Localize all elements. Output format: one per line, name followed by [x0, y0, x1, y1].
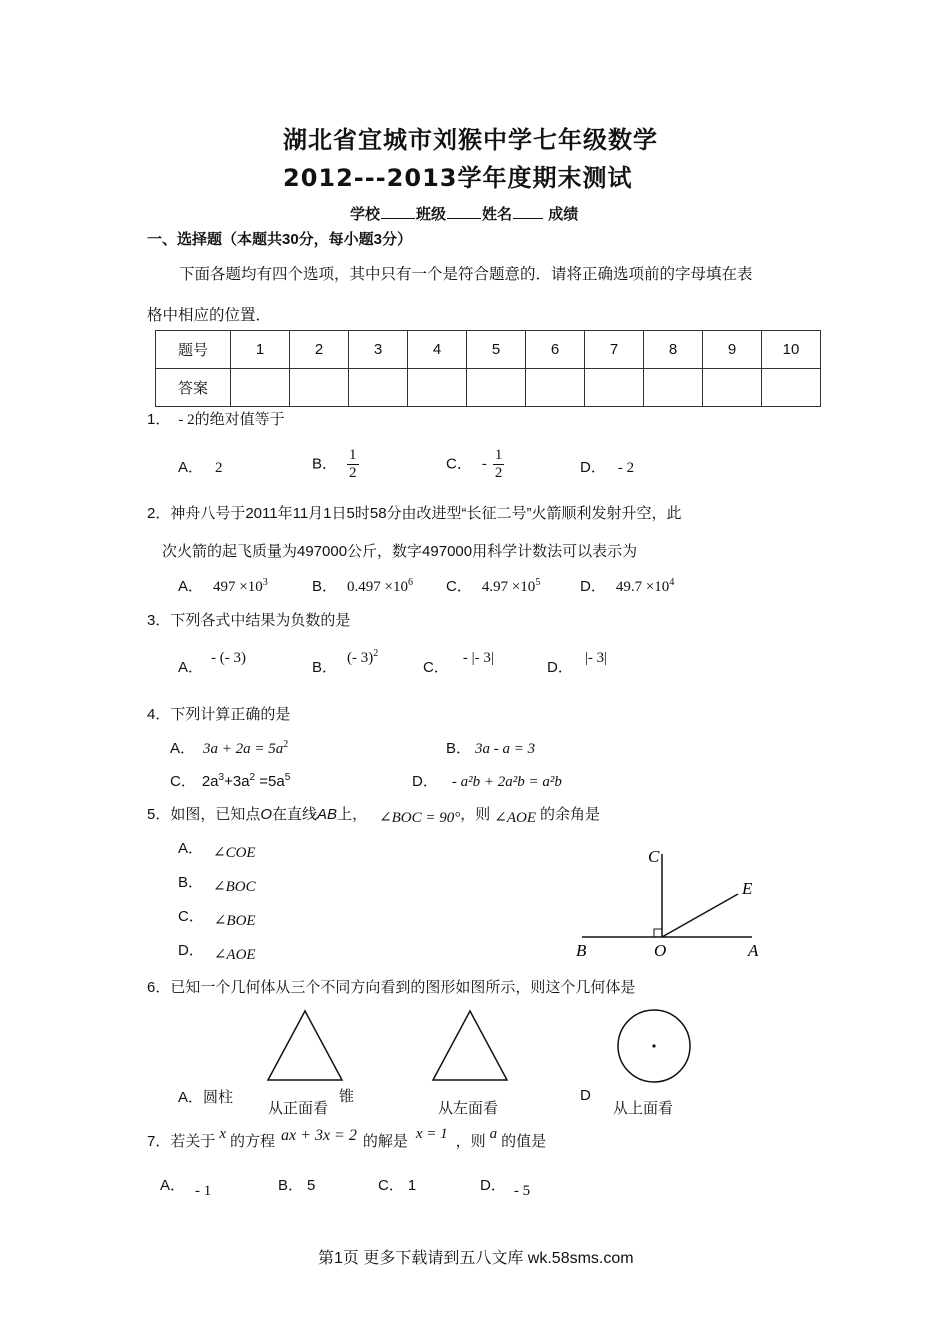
table-cell: 5 [467, 331, 526, 369]
q5-angle-figure [570, 840, 770, 965]
label-o: O [654, 941, 667, 960]
label-a: A [748, 941, 759, 960]
q3-option-d[interactable]: D．|- 3| [547, 650, 608, 676]
q1-option-d[interactable]: D． - 2 [580, 459, 635, 476]
answer-cell[interactable] [762, 369, 821, 407]
q4-option-c[interactable]: C． $2a^3+3a^2 =5a^5$ [170, 772, 291, 790]
table-cell: 9 [703, 331, 762, 369]
q3-stem: 3．下列各式中结果为负数的是 [147, 612, 351, 629]
table-header-number: 题号 [156, 331, 231, 369]
q2-option-a[interactable]: A． $497 \times 10^3$ [178, 577, 268, 595]
q1-expr: - 2 [178, 412, 195, 428]
score-label: 成绩 [548, 206, 579, 223]
front-view-triangle [265, 1008, 345, 1083]
q2-option-d[interactable]: D． $49.7 \times 10^4$ [580, 577, 675, 595]
left-view-triangle [430, 1008, 510, 1083]
q4-option-b[interactable]: B． 3a - a = 3 [446, 740, 536, 757]
table-cell: 7 [585, 331, 644, 369]
q7-option-a[interactable]: A． - 1 [160, 1177, 212, 1199]
answer-cell[interactable] [231, 369, 290, 407]
front-view-label: 从正面看 [268, 1100, 329, 1117]
q1-option-c[interactable]: C． - $\frac{1}{2}$ [446, 447, 503, 481]
answer-cell[interactable] [408, 369, 467, 407]
section-heading: 一、选择题（本题共30分，每小题3分） [147, 231, 413, 248]
answer-cell[interactable] [703, 369, 762, 407]
q6-stem: 6．已知一个几何体从三个不同方向看到的图形如图所示，则这个几何体是 [147, 979, 636, 996]
q5-option-a[interactable]: A． ∠COE [178, 840, 256, 861]
table-header-answer: 答案 [156, 369, 231, 407]
q1-stem: 1． - 2的绝对值等于 [147, 411, 285, 428]
answer-cell[interactable] [467, 369, 526, 407]
table-cell: 3 [349, 331, 408, 369]
q4-option-d[interactable]: D． - a²b + 2a²b = a²b [412, 773, 562, 790]
q2-option-b[interactable]: B． $0.497 \times 10^6$ [312, 577, 413, 595]
left-view-label: 从左面看 [438, 1100, 499, 1117]
q3-option-a[interactable]: A．- (- 3) [178, 650, 246, 676]
table-cell: 2 [290, 331, 349, 369]
name-blank [513, 218, 543, 219]
table-cell: 4 [408, 331, 467, 369]
q2-option-c[interactable]: C． $4.97 \times 10^5$ [446, 577, 541, 595]
q7-option-b[interactable]: B． 5 [278, 1177, 316, 1194]
page-title: 湖北省宜城市刘猴中学七年级数学 [283, 126, 658, 154]
school-blank [381, 218, 415, 219]
q7-option-c[interactable]: C． 1 [378, 1177, 417, 1194]
name-label: 姓名 [482, 206, 513, 223]
answer-cell[interactable] [585, 369, 644, 407]
class-label: 班级 [416, 206, 447, 223]
q1-option-a[interactable]: A． 2 [178, 459, 223, 476]
table-cell: 1 [231, 331, 290, 369]
info-line [350, 203, 578, 224]
top-view-label: 从上面看 [613, 1100, 674, 1117]
q2-line-1: 2．神舟八号于2011年11月1日5时58分由改进型“长征二号”火箭顺利发射升空，此 [147, 505, 682, 522]
q5-option-d[interactable]: D． ∠AOE [178, 942, 256, 963]
intro-line-1: 下面各题均有四个选项，其中只有一个是符合题意的．请将正确选项前的字母填在表 [179, 266, 753, 283]
table-row [156, 369, 821, 407]
q5-stem: 5．如图，已知点O在直线AB上， ∠BOC = 90°，则 ∠AOE 的余角是 [147, 806, 601, 826]
right-angle-mark [654, 929, 662, 937]
page-subtitle: 2012---2013学年度期末测试 [283, 164, 633, 192]
label-c: C [648, 847, 660, 866]
class-blank [447, 218, 481, 219]
table-row [156, 331, 821, 369]
answer-cell[interactable] [644, 369, 703, 407]
table-cell: 6 [526, 331, 585, 369]
q6-option-b-fragment[interactable]: 锥 [339, 1088, 355, 1105]
q5-option-c[interactable]: C． ∠BOE [178, 908, 256, 929]
q3-option-c[interactable]: C．- |- 3| [423, 650, 494, 676]
answer-cell[interactable] [290, 369, 349, 407]
school-label: 学校 [350, 206, 381, 223]
q5-option-b[interactable]: B． ∠BOC [178, 874, 256, 895]
table-cell: 10 [762, 331, 821, 369]
answer-cell[interactable] [349, 369, 408, 407]
q1-option-b[interactable]: B． $\frac{1}{2}$ [312, 447, 357, 481]
ray-oe [662, 894, 738, 937]
q6-option-a[interactable]: A．圆柱 [178, 1089, 234, 1106]
q4-stem: 4．下列计算正确的是 [147, 706, 291, 723]
q3-option-b[interactable]: B．(- 3)$^2$ [312, 648, 379, 676]
intro-line-2: 格中相应的位置． [147, 307, 272, 324]
page-footer: 第1页 更多下载请到五八文库 wk.58sms.com [318, 1250, 634, 1267]
q7-option-d[interactable]: D． - 5 [480, 1177, 531, 1199]
q6-option-d[interactable]: D [580, 1087, 591, 1104]
table-cell: 8 [644, 331, 703, 369]
q4-option-a[interactable]: A． $3a + 2a = 5a^2$ [170, 739, 289, 757]
top-view-circle [614, 1008, 694, 1084]
label-e: E [742, 879, 753, 898]
q2-line-2: 次火箭的起飞质量为497000公斤，数字497000用科学计数法可以表示为 [162, 543, 638, 560]
answer-cell[interactable] [526, 369, 585, 407]
label-b: B [576, 941, 587, 960]
answer-table [155, 330, 821, 407]
q7-stem: 7．若关于 x 的方程 ax + 3x = 2 的解是 x = 1 ，则 a 的值是 [147, 1126, 547, 1150]
